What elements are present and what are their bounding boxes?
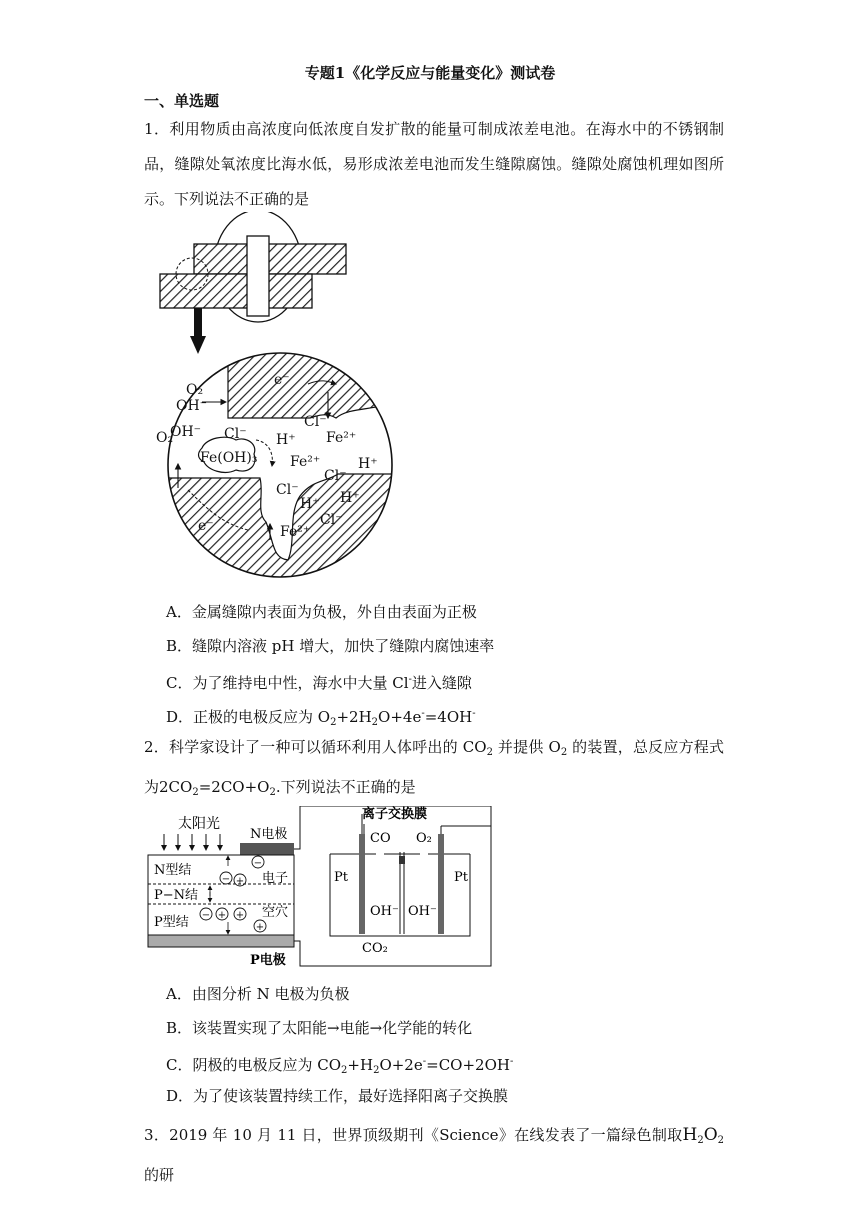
label-h-1: H⁺ [276, 432, 296, 448]
label-cl-1: Cl⁻ [304, 414, 327, 430]
label-pt-left: Pt [334, 870, 348, 885]
q2-option-d[interactable]: D．为了使该装置持续工作，最好选择阳离子交换膜 [166, 1087, 509, 1105]
label-co: CO [370, 831, 391, 846]
q2-option-b[interactable]: B．该装置实现了太阳能→电能→化学能的转化 [166, 1019, 473, 1037]
q1-option-b[interactable]: B．缝隙内溶液 pH 增大，加快了缝隙内腐蚀速率 [166, 637, 495, 655]
label-cl-3: Cl⁻ [324, 468, 347, 484]
svg-text:+: + [235, 876, 245, 887]
q1-option-a[interactable]: A．金属缝隙内表面为负极，外自由表面为正极 [166, 603, 477, 621]
svg-text:−: − [221, 874, 231, 885]
label-electron: 电子 [262, 871, 289, 886]
label-pn-junction: P−N结 [154, 888, 199, 903]
label-h-3: H⁺ [340, 490, 360, 506]
label-cl-5: Cl⁻ [320, 512, 343, 528]
label-o2: O₂ [416, 831, 432, 846]
q1-option-c[interactable]: C．为了维持电中性，海水中大量 Cl-进入缝隙 [166, 674, 472, 692]
label-p-junction: P型结 [154, 915, 189, 930]
question-3-stem: 3．2019 年 10 月 11 日，世界顶级期刊《Science》在线发表了一篇绿色制取$H_2O_2$的研 [144, 1125, 724, 1184]
label-oh-left: OH⁻ [370, 904, 399, 919]
label-fe-3: Fe²⁺ [280, 524, 311, 540]
q2-option-a[interactable]: A．由图分析 N 电极为负极 [166, 985, 350, 1003]
page-title: 专题1《化学反应与能量变化》测试卷 [304, 64, 556, 82]
solar-cell-figure [144, 806, 496, 970]
section-heading: 一、单选题 [144, 92, 220, 110]
label-cl-2: Cl⁻ [224, 426, 247, 442]
label-oh-left: OH⁻ [170, 424, 202, 440]
svg-text:−: − [201, 910, 211, 921]
label-hole: 空穴 [262, 905, 289, 920]
label-oh-top: OH⁻ [176, 398, 208, 414]
label-sunlight: 太阳光 [178, 816, 220, 832]
label-p-electrode: P电极 [250, 953, 286, 968]
label-fe-1: Fe²⁺ [326, 430, 357, 446]
label-o2-top: O₂ [186, 382, 204, 398]
svg-text:+: + [235, 910, 245, 921]
label-h-4: H⁺ [300, 496, 320, 512]
label-co2: CO₂ [362, 941, 388, 956]
q1-option-d[interactable]: D．正极的电极反应为 $O_2+2H_2O+4e^-=4OH^-$ [166, 708, 476, 728]
label-electron-top: e⁻ [274, 372, 290, 388]
svg-text:−: − [253, 858, 263, 869]
label-oh-right: OH⁻ [408, 904, 437, 919]
svg-text:+: + [255, 922, 265, 933]
label-cl-4: Cl⁻ [276, 482, 299, 498]
label-fe-2: Fe²⁺ [290, 454, 321, 470]
label-o2-left: O₂ [156, 430, 174, 446]
label-feoh3: Fe(OH)₃ [200, 450, 258, 466]
svg-text:+: + [217, 910, 227, 921]
label-membrane: 离子交换膜 [362, 807, 428, 822]
question-2-stem: 2．科学家设计了一种可以循环利用人体呼出的 $CO_2$ 并提供 $O_2$ 的装置，总反应方程式为$2CO_2=2CO+O_2$.下列说法不正确的是 [144, 738, 724, 798]
label-n-electrode: N电极 [250, 827, 288, 842]
q2-option-c[interactable]: C．阴极的电极反应为 $CO_2+H_2O+2e^-=CO+2OH^-$ [166, 1056, 514, 1076]
label-n-junction: N型结 [154, 863, 192, 878]
crevice-corrosion-figure [140, 212, 410, 578]
label-h-2: H⁺ [358, 456, 378, 472]
label-pt-right: Pt [454, 870, 468, 885]
label-electron-bottom: e⁻ [198, 518, 214, 534]
question-1-stem: 1．利用物质由高浓度向低浓度自发扩散的能量可制成浓差电池。在海水中的不锈钢制品，缝隙处氧浓度比海水低，易形成浓差电池而发生缝隙腐蚀。缝隙处腐蚀机理如图所示。下列说法不正确的是 [144, 120, 724, 208]
